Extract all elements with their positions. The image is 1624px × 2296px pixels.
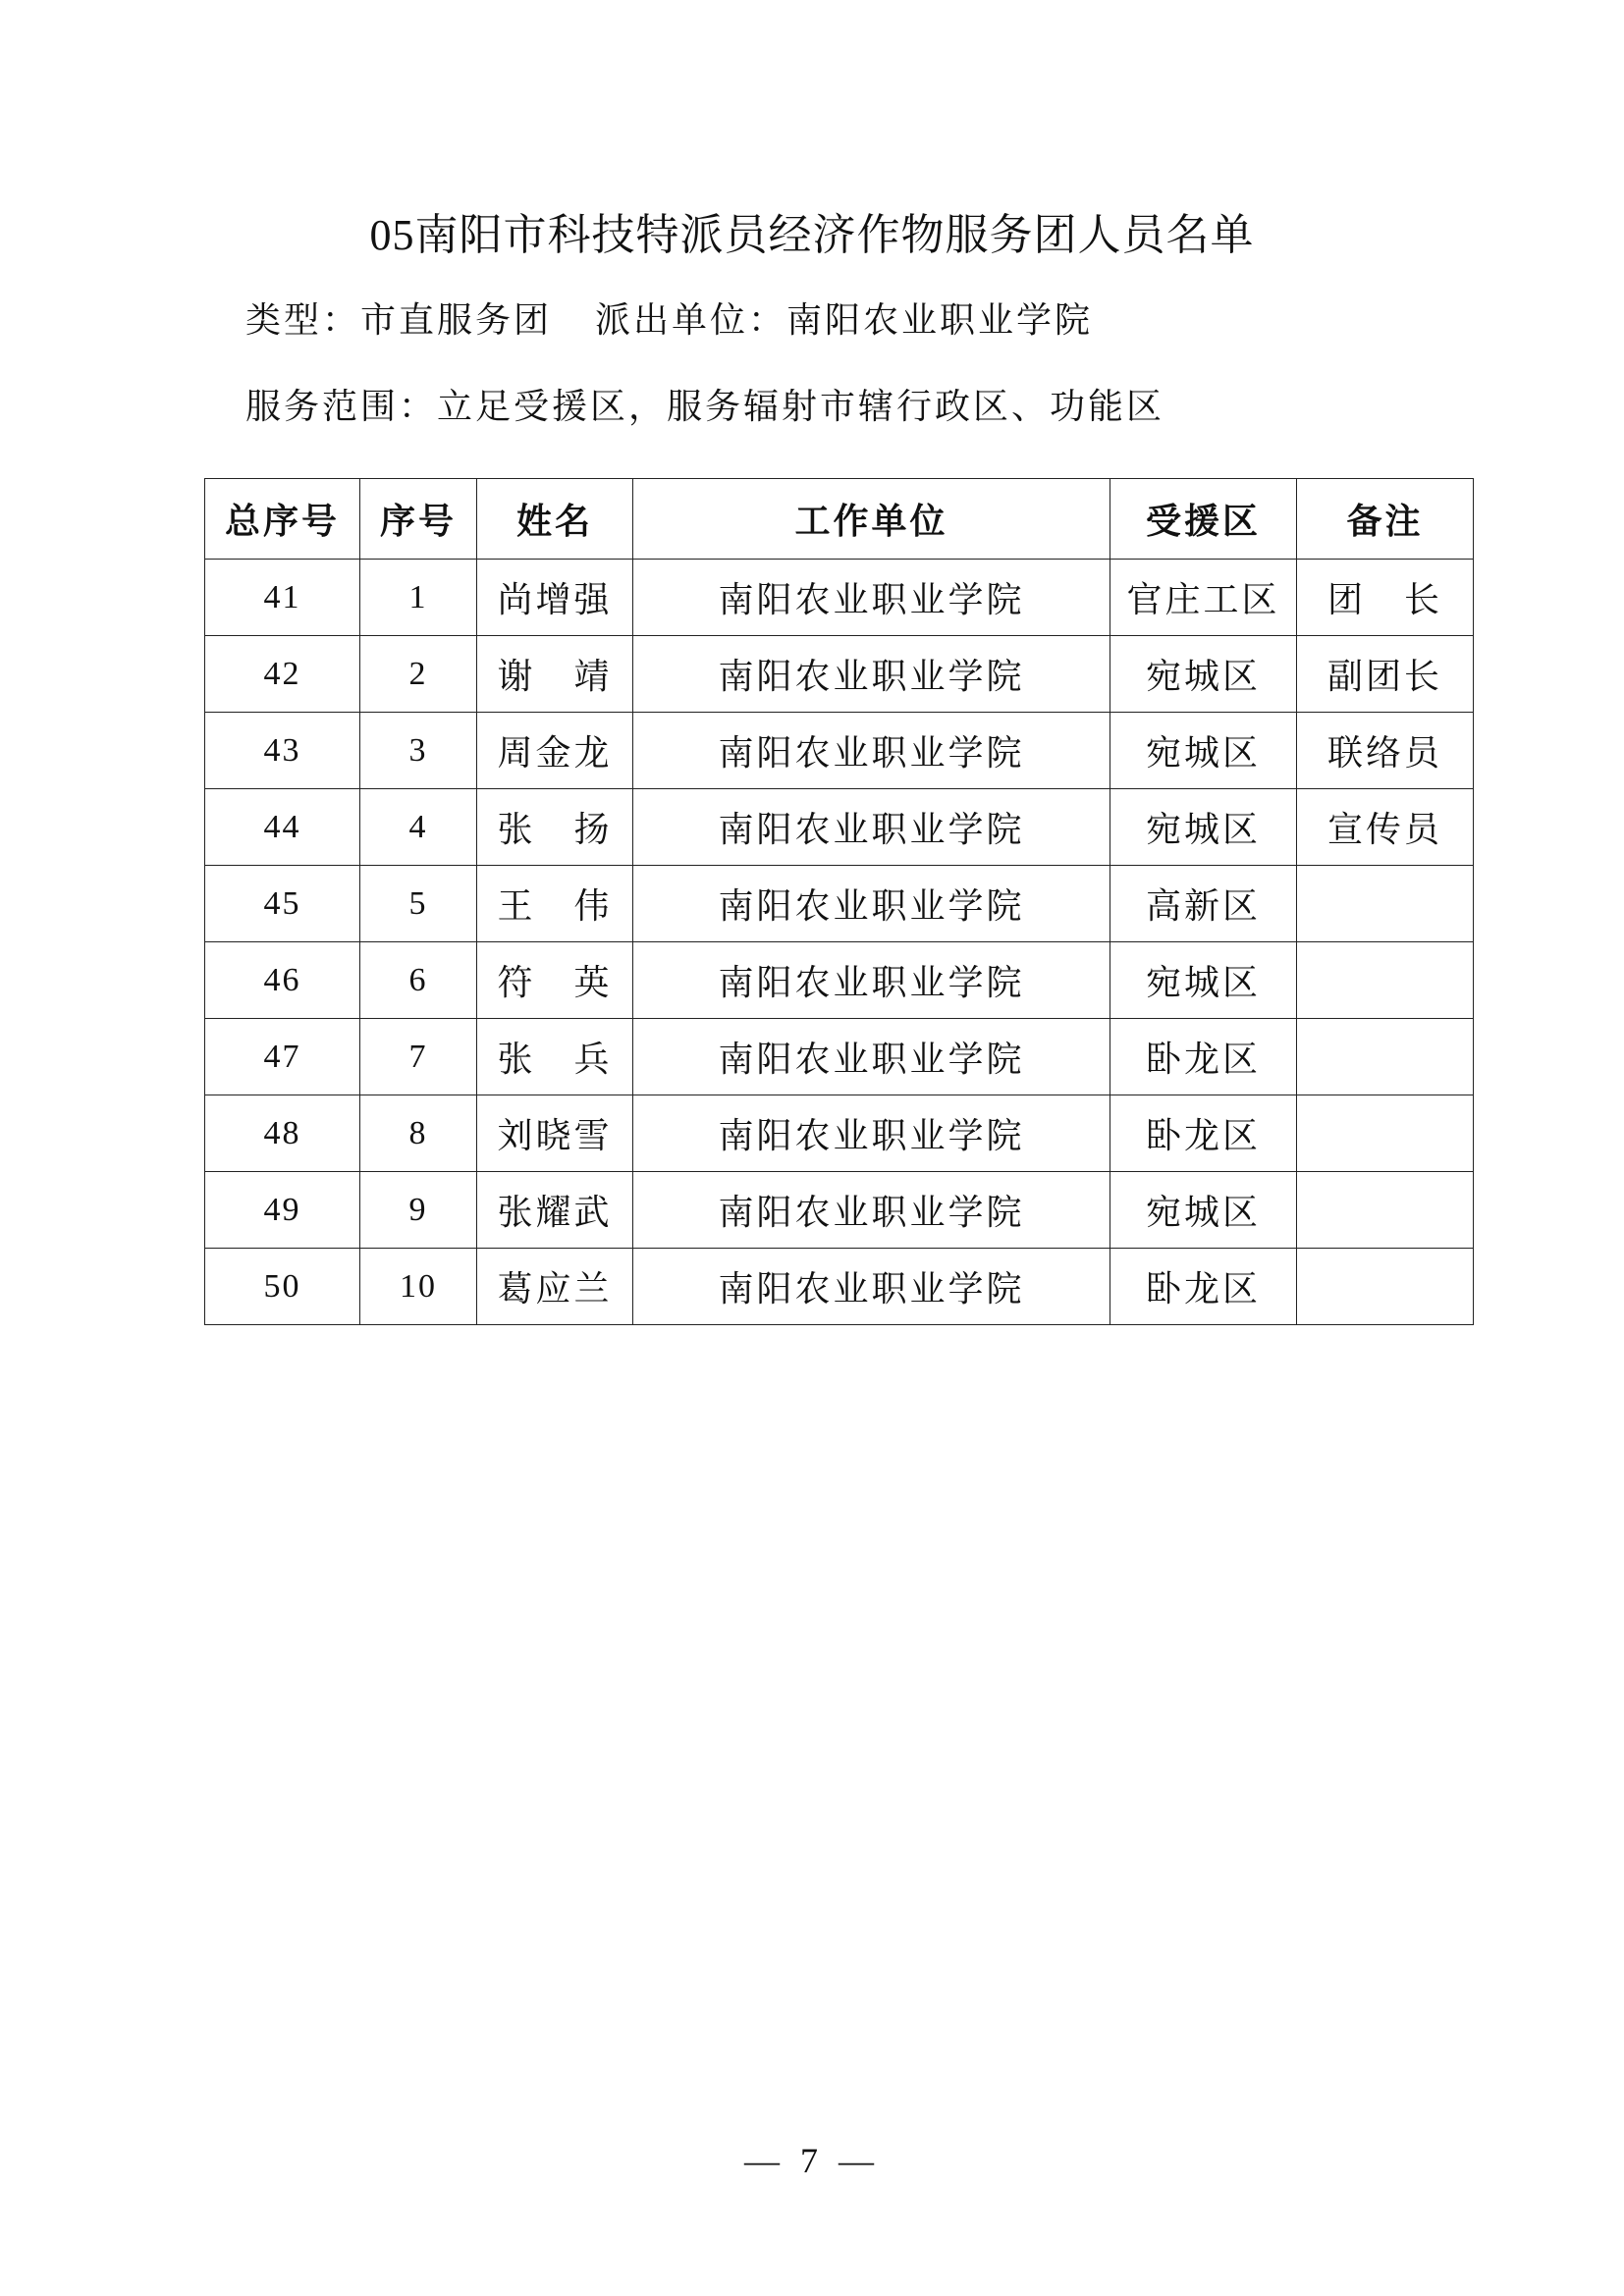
header-no: 序号 xyxy=(360,479,477,560)
cell-total-no: 45 xyxy=(205,866,360,942)
cell-note xyxy=(1297,1019,1474,1095)
cell-name: 刘晓雪 xyxy=(477,1095,633,1172)
unit-value: 南阳农业职业学院 xyxy=(786,300,1094,341)
cell-no: 3 xyxy=(360,713,477,789)
cell-total-no: 50 xyxy=(205,1249,360,1325)
table-header-row xyxy=(205,479,1474,560)
header-total-no: 总序号 xyxy=(205,479,360,560)
table-row xyxy=(205,713,1474,789)
cell-area: 卧龙区 xyxy=(1110,1019,1297,1095)
cell-note xyxy=(1297,942,1474,1019)
cell-name: 张耀武 xyxy=(477,1172,633,1249)
cell-unit: 南阳农业职业学院 xyxy=(633,789,1110,866)
cell-note xyxy=(1297,1249,1474,1325)
type-label: 类型： xyxy=(245,300,361,341)
cell-total-no: 46 xyxy=(205,942,360,1019)
cell-note xyxy=(1297,1095,1474,1172)
cell-unit: 南阳农业职业学院 xyxy=(633,1249,1110,1325)
cell-total-no: 42 xyxy=(205,636,360,713)
cell-note xyxy=(1297,866,1474,942)
cell-name: 王 伟 xyxy=(477,866,633,942)
table-row xyxy=(205,1095,1474,1172)
cell-area: 宛城区 xyxy=(1110,636,1297,713)
table-row xyxy=(205,1019,1474,1095)
cell-no: 2 xyxy=(360,636,477,713)
cell-area: 官庄工区 xyxy=(1110,560,1297,636)
cell-unit: 南阳农业职业学院 xyxy=(633,560,1110,636)
cell-unit: 南阳农业职业学院 xyxy=(633,1172,1110,1249)
cell-no: 6 xyxy=(360,942,477,1019)
table-row xyxy=(205,866,1474,942)
cell-name: 周金龙 xyxy=(477,713,633,789)
cell-note xyxy=(1297,1172,1474,1249)
cell-unit: 南阳农业职业学院 xyxy=(633,1019,1110,1095)
page-title xyxy=(0,206,1624,265)
cell-name: 谢 靖 xyxy=(477,636,633,713)
cell-no: 7 xyxy=(360,1019,477,1095)
cell-no: 4 xyxy=(360,789,477,866)
cell-area: 宛城区 xyxy=(1110,1172,1297,1249)
cell-name: 葛应兰 xyxy=(477,1249,633,1325)
header-unit: 工作单位 xyxy=(633,479,1110,560)
cell-no: 5 xyxy=(360,866,477,942)
cell-area: 卧龙区 xyxy=(1110,1095,1297,1172)
cell-no: 10 xyxy=(360,1249,477,1325)
cell-unit: 南阳农业职业学院 xyxy=(633,636,1110,713)
cell-name: 尚增强 xyxy=(477,560,633,636)
table-row xyxy=(205,942,1474,1019)
cell-note: 副团长 xyxy=(1297,636,1474,713)
cell-unit: 南阳农业职业学院 xyxy=(633,866,1110,942)
table-row xyxy=(205,1172,1474,1249)
cell-unit: 南阳农业职业学院 xyxy=(633,942,1110,1019)
cell-name: 符 英 xyxy=(477,942,633,1019)
cell-note: 团 长 xyxy=(1297,560,1474,636)
scope-label: 服务范围： xyxy=(245,387,438,427)
header-area: 受援区 xyxy=(1110,479,1297,560)
table-row xyxy=(205,560,1474,636)
scope-line xyxy=(245,383,1164,432)
type-and-unit-line xyxy=(245,296,1093,346)
cell-area: 高新区 xyxy=(1110,866,1297,942)
cell-note: 联络员 xyxy=(1297,713,1474,789)
type-value: 市直服务团 xyxy=(360,300,553,341)
header-note: 备注 xyxy=(1297,479,1474,560)
cell-note: 宣传员 xyxy=(1297,789,1474,866)
scope-value: 立足受援区，服务辐射市辖行政区、功能区 xyxy=(437,387,1165,427)
table-row xyxy=(205,1249,1474,1325)
cell-unit: 南阳农业职业学院 xyxy=(633,1095,1110,1172)
cell-no: 1 xyxy=(360,560,477,636)
cell-total-no: 43 xyxy=(205,713,360,789)
unit-label: 派出单位： xyxy=(595,300,787,341)
cell-no: 8 xyxy=(360,1095,477,1172)
cell-total-no: 44 xyxy=(205,789,360,866)
cell-area: 宛城区 xyxy=(1110,942,1297,1019)
page-number: — 7 — xyxy=(744,2141,880,2180)
cell-area: 卧龙区 xyxy=(1110,1249,1297,1325)
cell-total-no: 49 xyxy=(205,1172,360,1249)
cell-total-no: 47 xyxy=(205,1019,360,1095)
table-row xyxy=(205,789,1474,866)
cell-name: 张 兵 xyxy=(477,1019,633,1095)
cell-no: 9 xyxy=(360,1172,477,1249)
title-text: 南阳市科技特派员经济作物服务团人员名单 xyxy=(414,210,1255,260)
cell-total-no: 48 xyxy=(205,1095,360,1172)
title-number: 05 xyxy=(369,211,415,259)
cell-unit: 南阳农业职业学院 xyxy=(633,713,1110,789)
cell-total-no: 41 xyxy=(205,560,360,636)
header-name: 姓名 xyxy=(477,479,633,560)
cell-area: 宛城区 xyxy=(1110,713,1297,789)
cell-name: 张 扬 xyxy=(477,789,633,866)
roster-table xyxy=(204,478,1474,1325)
table-row xyxy=(205,636,1474,713)
cell-area: 宛城区 xyxy=(1110,789,1297,866)
